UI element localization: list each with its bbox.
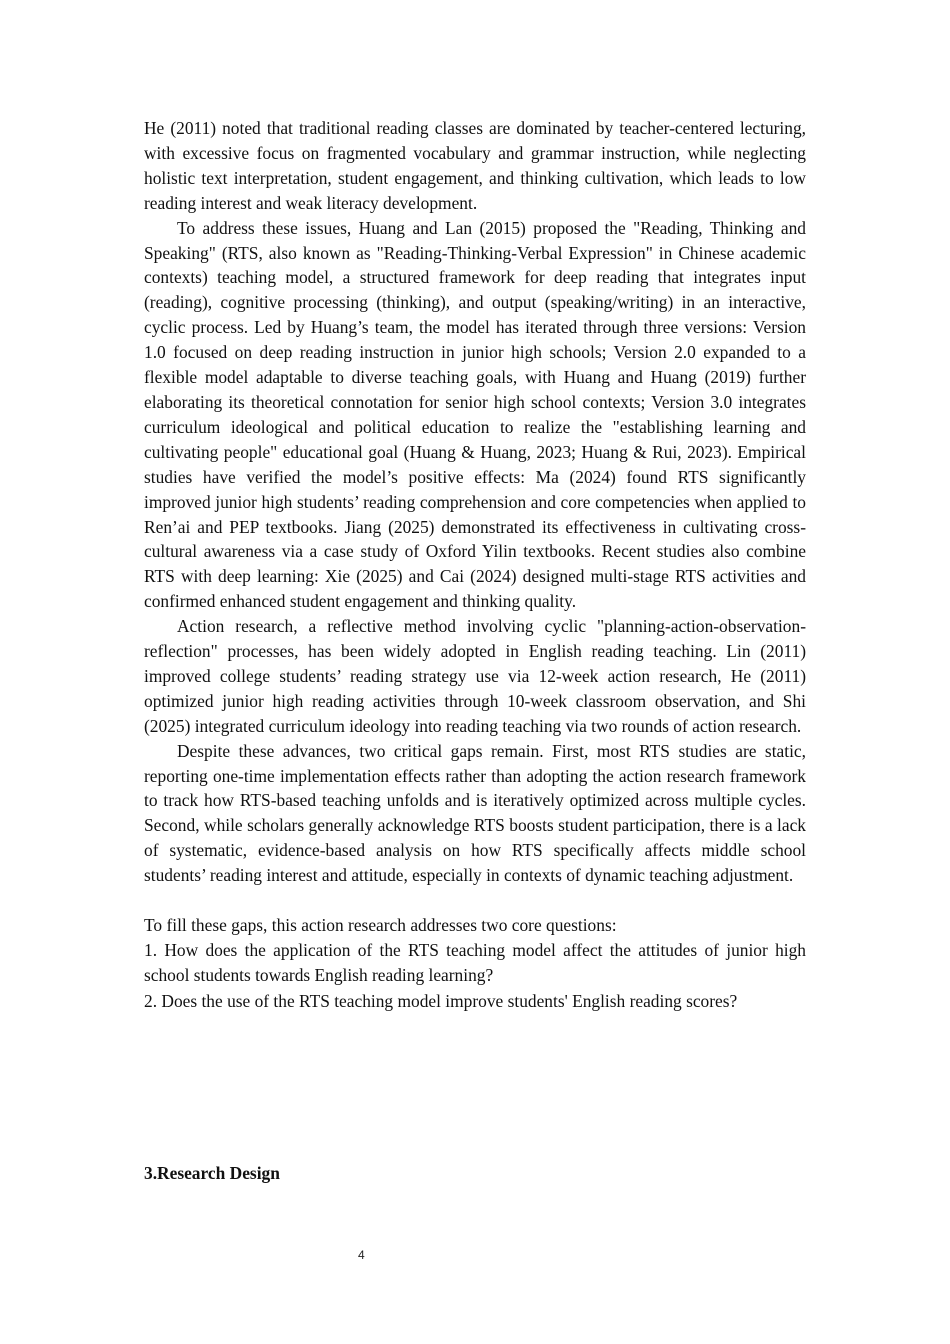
paragraph-research-gaps: Despite these advances, two critical gaps remain. First, most RTS studies are static, reporting one-time implementation effects rather than adopting the action research framework to track how RTS-based teaching unfolds and is iteratively optimized across multiple cycles. Second, while scholars generally acknowledge RTS boosts student participation, there is a lack of systematic, evidence-based analysis on how RTS specifically affects middle school students’ reading interest and attitude, especially in contexts of dynamic teaching adjustment.	[144, 740, 806, 886]
page-number: 4	[358, 1248, 365, 1262]
paragraph-rts-model: To address these issues, Huang and Lan (2015) proposed the "Reading, Thinking and Speaking" (RTS, also known as "Reading-Thinking-Verbal Expression" in Chinese academic contexts) teaching model, a structured framework for deep reading that integrates input (reading), cognitive processing (thinking), and output (speaking/writing) in an interactive, cyclic process. Led by Huang’s team, the model has iterated through three versions: Version 1.0 focused on deep reading instruction in junior high schools; Version 2.0 expanded to a flexible model adaptable to diverse teaching goals, with Huang and Huang (2019) further elaborating its theoretical connotation for senior high school contexts; Version 3.0 integrates curriculum ideological and political education to realize the "establishing learning and cultivating people" educational goal (Huang & Huang, 2023; Huang & Rui, 2023). Empirical studies have verified the model’s positive effects: Ma (2024) found RTS significantly improved junior high students’ reading comprehension and core competencies when applied to Ren’ai and PEP textbooks. Jiang (2025) demonstrated its effectiveness in cultivating cross-cultural awareness via a case study of Oxford Yilin textbooks. Recent studies also combine RTS with deep learning: Xie (2025) and Cai (2024) designed multi-stage RTS activities and confirmed enhanced student engagement and thinking quality.	[144, 217, 806, 612]
paragraph-action-research: Action research, a reflective method involving cyclic "planning-action-observation-reflection" processes, has been widely adopted in English reading teaching. Lin (2011) improved college students’ reading strategy use via 12-week action research, He (2011) optimized junior high reading activities through 10-week classroom observation, and Shi (2025) integrated curriculum ideology into reading teaching via two rounds of action research.	[144, 616, 806, 736]
paragraph-background: He (2011) noted that traditional reading classes are dominated by teacher-centered lecturing, with excessive focus on fragmented vocabulary and grammar instruction, while neglecting holistic text interpretation, student engagement, and thinking cultivation, which leads to low reading interest and weak literacy development.	[144, 118, 806, 213]
questions-intro: To fill these gaps, this action research addresses two core questions:	[144, 915, 617, 936]
body-text	[144, 116, 806, 1014]
research-question-2: 2. Does the use of the RTS teaching model improve students' English reading scores?	[144, 990, 738, 1011]
paragraph-spacer	[144, 888, 806, 913]
section-heading: 3.Research Design	[144, 1163, 280, 1183]
research-question-1: 1. How does the application of the RTS teaching model affect the attitudes of junior high school students towards English reading learning?	[144, 940, 806, 985]
